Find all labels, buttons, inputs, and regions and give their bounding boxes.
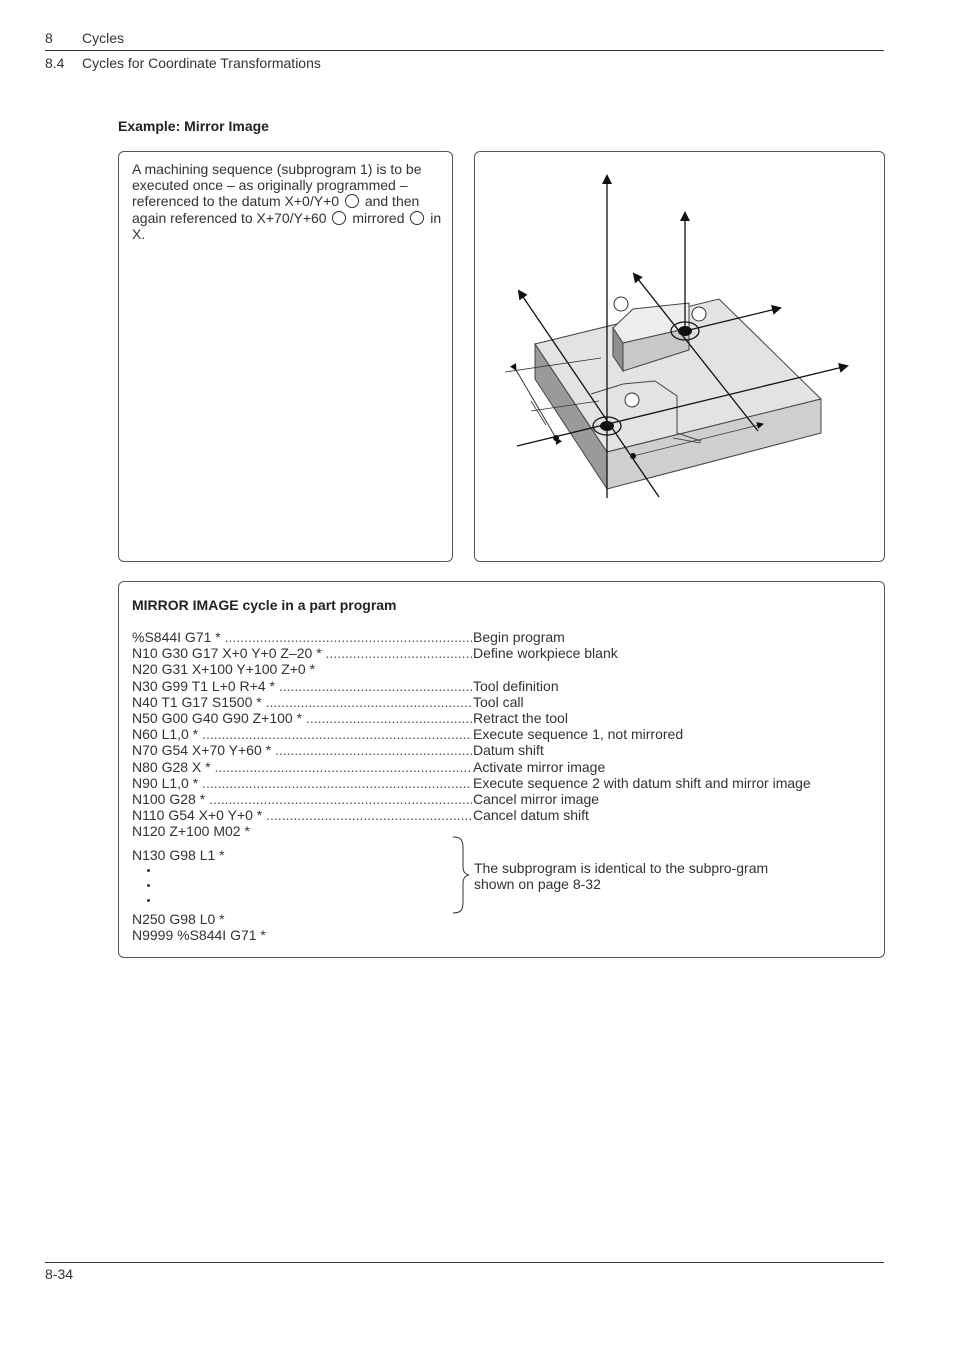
description-box <box>118 151 453 562</box>
code: N110 G54 X+0 Y+0 * ..... <box>132 807 472 823</box>
subprogram-end: N250 G98 L0 * <box>132 911 225 927</box>
code: N50 G00 G40 G90 Z+100 * ..... <box>132 710 472 726</box>
program-end: N9999 %S844I G71 * <box>132 927 266 944</box>
comment: Begin program <box>473 629 565 645</box>
chapter-heading <box>45 30 124 46</box>
code: %S844I G71 * ..... <box>132 629 472 645</box>
section-title: Cycles for Coordinate Transformations <box>82 55 321 71</box>
comment: Datum shift <box>473 742 544 759</box>
circle-marker-3-icon <box>410 211 424 225</box>
reference-circle-2 <box>692 307 706 321</box>
code: N10 G30 G17 X+0 Y+0 Z–20 * ..... <box>132 645 472 661</box>
program-title: MIRROR IMAGE cycle in a part program <box>132 597 397 613</box>
comment: Define workpiece blank <box>473 645 618 662</box>
comment: Cancel mirror image <box>473 790 600 807</box>
code: N70 G54 X+70 Y+60 * ..... <box>132 742 472 758</box>
code: N40 T1 G17 S1500 * ..... <box>132 694 472 710</box>
description-text <box>132 161 442 242</box>
comment: Retract the tool <box>473 709 568 726</box>
code: N120 Z+100 M02 * <box>132 823 250 840</box>
program-box <box>118 581 885 958</box>
comment: Activate mirror image <box>473 758 606 775</box>
figure-box <box>474 151 885 562</box>
description-part-3: mirrored <box>352 209 405 226</box>
reference-circle-1 <box>614 297 628 311</box>
code: N60 L1,0 * ..... <box>132 726 472 742</box>
reference-circle-3 <box>625 393 639 407</box>
brace-note: The subprogram is identical to the subpro-gram shown on page 8-32 <box>474 860 769 893</box>
curly-brace-icon <box>451 836 471 914</box>
code: N30 G99 T1 L+0 R+4 * ..... <box>132 678 472 694</box>
footer-divider <box>45 1262 884 1263</box>
ellipsis-dot <box>147 884 150 887</box>
description-part-1: A machining sequence (subprogram 1) is to be executed once – as originally programmed – referenced to the datum X+0/Y+0 <box>132 161 422 210</box>
mirror-image-figure <box>475 152 884 561</box>
circle-marker-1-icon <box>345 194 359 208</box>
code: N90 L1,0 * ..... <box>132 775 472 791</box>
description-part-4: in X. <box>132 209 442 242</box>
code: N20 G31 X+100 Y+100 Z+0 * <box>132 661 316 678</box>
code: N80 G28 X * ..... <box>132 759 472 775</box>
comment: Tool call <box>473 693 524 710</box>
header-divider <box>45 50 884 51</box>
ellipsis-dot <box>147 899 150 902</box>
comment: Cancel datum shift <box>473 807 589 824</box>
chapter-title: Cycles <box>82 30 125 46</box>
comment: Execute sequence 2 with datum shift and mirror image <box>473 774 811 791</box>
description-part-2: and then again referenced to X+70/Y+60 <box>132 193 420 226</box>
ellipsis-dot <box>147 869 150 872</box>
subprogram-start: N130 G98 L1 * <box>132 847 225 863</box>
circle-marker-2-icon <box>332 211 346 225</box>
section-heading <box>45 55 321 71</box>
comment: Tool definition <box>473 677 559 694</box>
comment: Execute sequence 1, not mirrored <box>473 726 684 743</box>
example-title: Example: Mirror Image <box>118 118 269 134</box>
page-number: 8-34 <box>45 1266 74 1282</box>
code: N100 G28 * ..... <box>132 791 472 807</box>
chapter-number: 8 <box>45 30 53 46</box>
section-number: 8.4 <box>45 55 65 71</box>
